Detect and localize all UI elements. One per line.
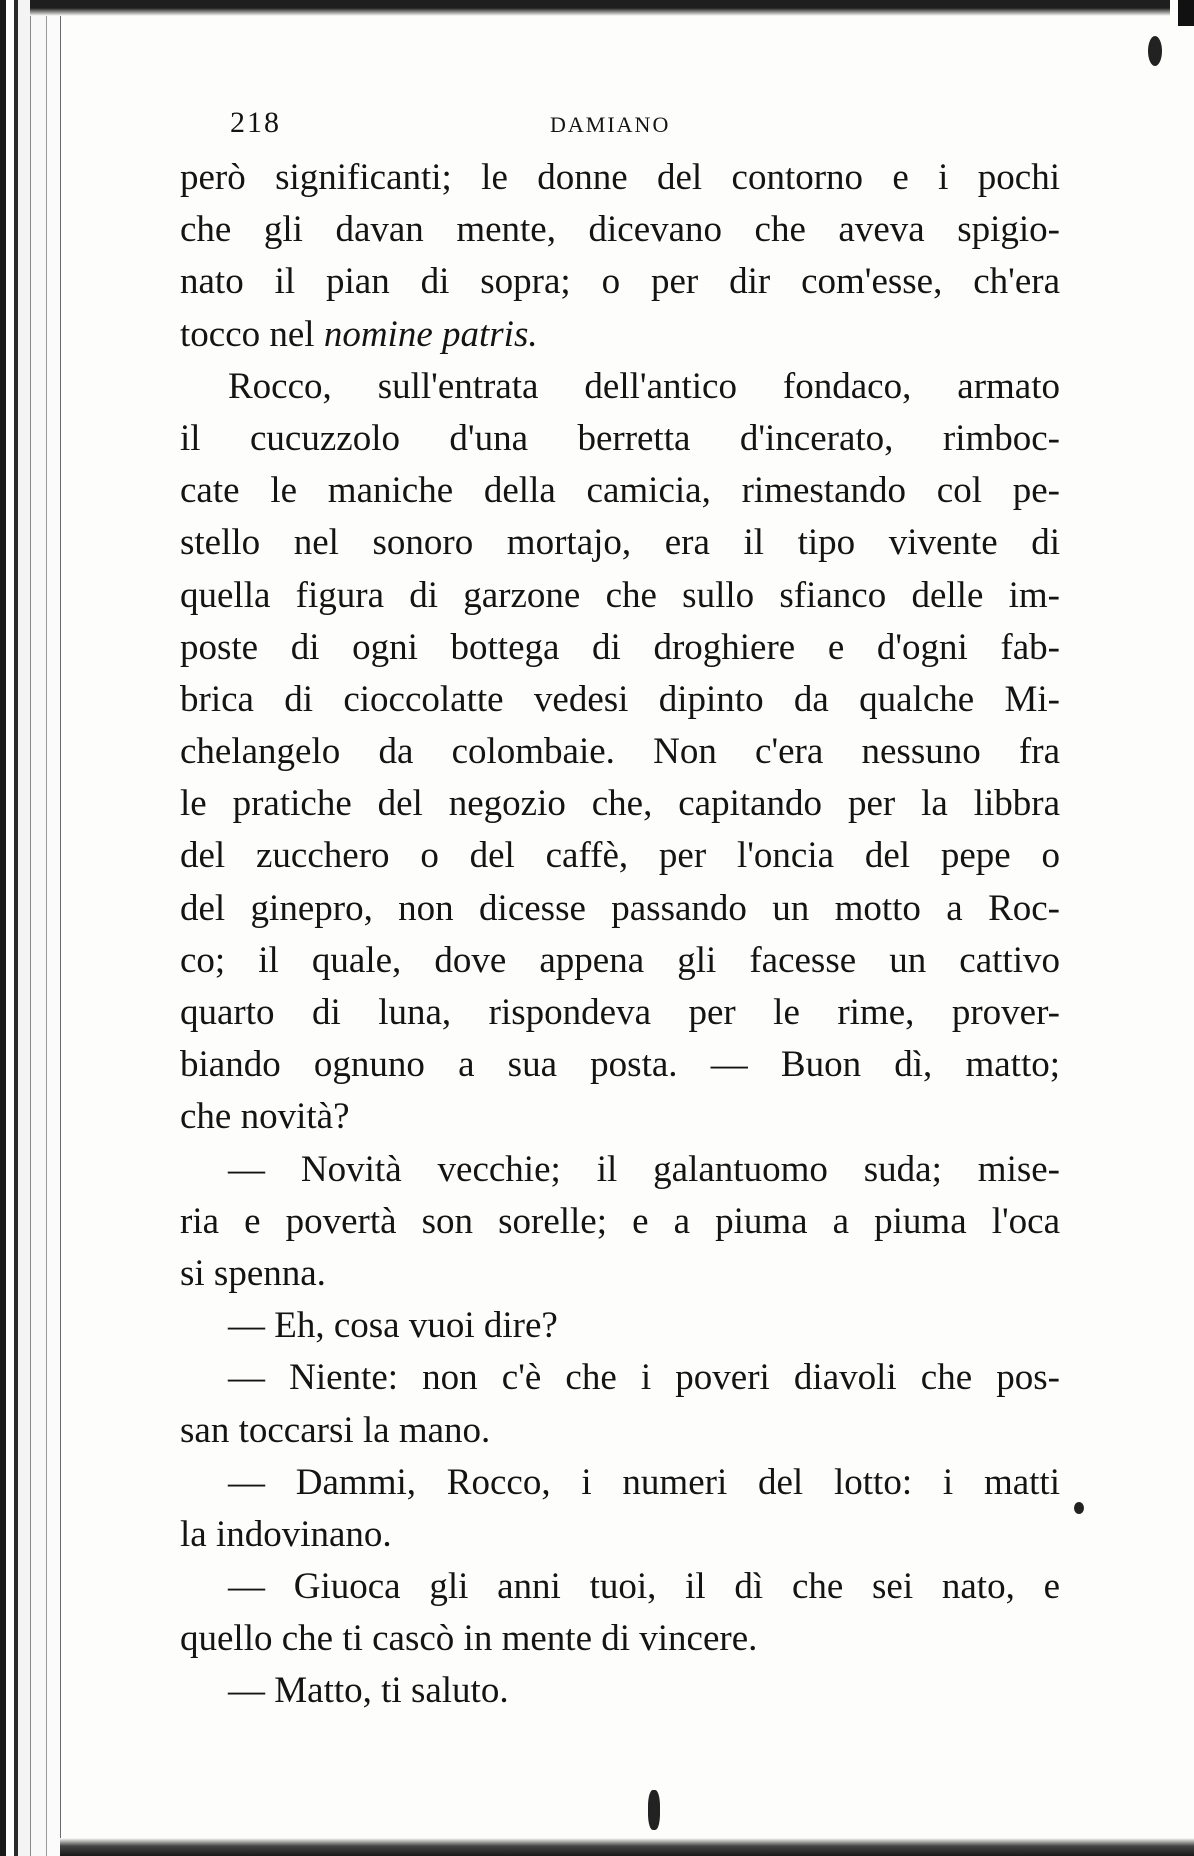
text-line-content: — Giuoca gli anni tuoi, il dì che sei nato, e <box>228 1566 1060 1608</box>
text-line <box>180 622 1060 674</box>
page-number: 218 <box>230 106 281 139</box>
text-line <box>180 1039 1060 1091</box>
italic-phrase: nomine patris. <box>323 313 538 355</box>
binding-edge <box>0 0 80 1856</box>
text-line-content: — Dammi, Rocco, i numeri del lotto: i matti <box>228 1461 1060 1503</box>
text-line-content: del ginepro, non dicesse passando un motto a Roc- <box>180 887 1060 929</box>
text-line <box>180 1352 1060 1404</box>
text-line <box>180 1457 1060 1509</box>
text-line-content: co; il quale, dove appena gli facesse un cattivo <box>180 939 1060 981</box>
text-line-content: — Niente: non c'è che i poveri diavoli che pos- <box>228 1357 1060 1399</box>
text-line-content: Rocco, sull'entrata dell'antico fondaco, armato <box>228 365 1060 407</box>
text-line-content: quella figura di garzone che sullo sfianco delle im- <box>180 574 1060 616</box>
text-line <box>180 465 1060 517</box>
text-line-content: biando ognuno a sua posta. — Buon dì, matto; <box>180 1044 1060 1086</box>
text-line-content: poste di ogni bottega di droghiere e d'ogni fab- <box>180 626 1060 668</box>
text-line-content: che novità? <box>180 1096 350 1138</box>
running-head: DAMIANO <box>550 112 671 137</box>
text-line-content: — Eh, cosa vuoi dire? <box>228 1305 558 1347</box>
text-line <box>180 778 1060 830</box>
text-line <box>180 1665 1060 1717</box>
text-line-content: brica di cioccolatte vedesi dipinto da qualche Mi- <box>180 678 1060 720</box>
text-line <box>180 570 1060 622</box>
text-line <box>180 1144 1060 1196</box>
bottom-scan-edge <box>60 1838 1194 1856</box>
right-scan-edge <box>1178 0 1194 26</box>
text-line <box>180 883 1060 935</box>
text-line <box>180 1613 1060 1665</box>
text-line <box>180 256 1060 308</box>
text-line <box>180 1248 1060 1300</box>
text-line <box>180 1509 1060 1561</box>
text-line <box>180 1405 1060 1457</box>
text-line-content: chelangelo da colombaie. Non c'era nessuno fra <box>180 731 1060 773</box>
text-line-content: che gli davan mente, dicevano che aveva spigio- <box>180 209 1060 251</box>
text-line <box>180 726 1060 778</box>
ink-blot <box>1148 36 1162 66</box>
text-line-content: le pratiche del negozio che, capitando per la libbra <box>180 783 1060 825</box>
ink-dot <box>1074 1502 1084 1514</box>
text-line <box>180 935 1060 987</box>
text-line <box>180 1300 1060 1352</box>
text-line-content: il cucuzzolo d'una berretta d'incerato, rimboc- <box>180 417 1060 459</box>
text-line-content: quarto di luna, rispondeva per le rime, prover- <box>180 992 1060 1033</box>
text-line <box>180 204 1060 256</box>
text-line-content: san toccarsi la mano. <box>180 1409 491 1451</box>
text-line <box>180 1561 1060 1613</box>
top-scan-edge <box>30 0 1170 16</box>
text-line <box>180 361 1060 413</box>
text-line <box>180 152 1060 204</box>
text-line-content: — Matto, ti saluto. <box>228 1670 509 1712</box>
text-line-content: quello che ti cascò in mente di vincere. <box>180 1618 758 1660</box>
text-line-content: però significanti; le donne del contorno e i pochi <box>180 157 1060 198</box>
text-line-content: tocco nel <box>180 313 324 355</box>
text-line <box>180 674 1060 726</box>
text-line-content: stello nel sonoro mortajo, era il tipo vivente di <box>180 522 1060 564</box>
text-line-content: ria e povertà son sorelle; e a piuma a piuma l'oca <box>180 1200 1060 1242</box>
text-line <box>180 830 1060 882</box>
text-line <box>180 517 1060 569</box>
page-header <box>230 106 930 146</box>
text-line-content: nato il pian di sopra; o per dir com'esse, ch'era <box>180 261 1060 303</box>
text-line-content: si spenna. <box>180 1252 326 1294</box>
text-line <box>180 1091 1060 1143</box>
text-line-content: del zucchero o del caffè, per l'oncia del pepe o <box>180 835 1060 877</box>
text-line-content: cate le maniche della camicia, rimestando col pe- <box>180 470 1060 512</box>
text-line-content: — Novità vecchie; il galantuomo suda; mise- <box>228 1148 1060 1190</box>
text-line <box>180 309 1060 361</box>
text-line-content: la indovinano. <box>180 1513 392 1555</box>
text-line <box>180 987 1060 1039</box>
ink-mark <box>648 1790 660 1830</box>
body-text <box>180 152 1060 1718</box>
text-line <box>180 413 1060 465</box>
text-line <box>180 1196 1060 1248</box>
